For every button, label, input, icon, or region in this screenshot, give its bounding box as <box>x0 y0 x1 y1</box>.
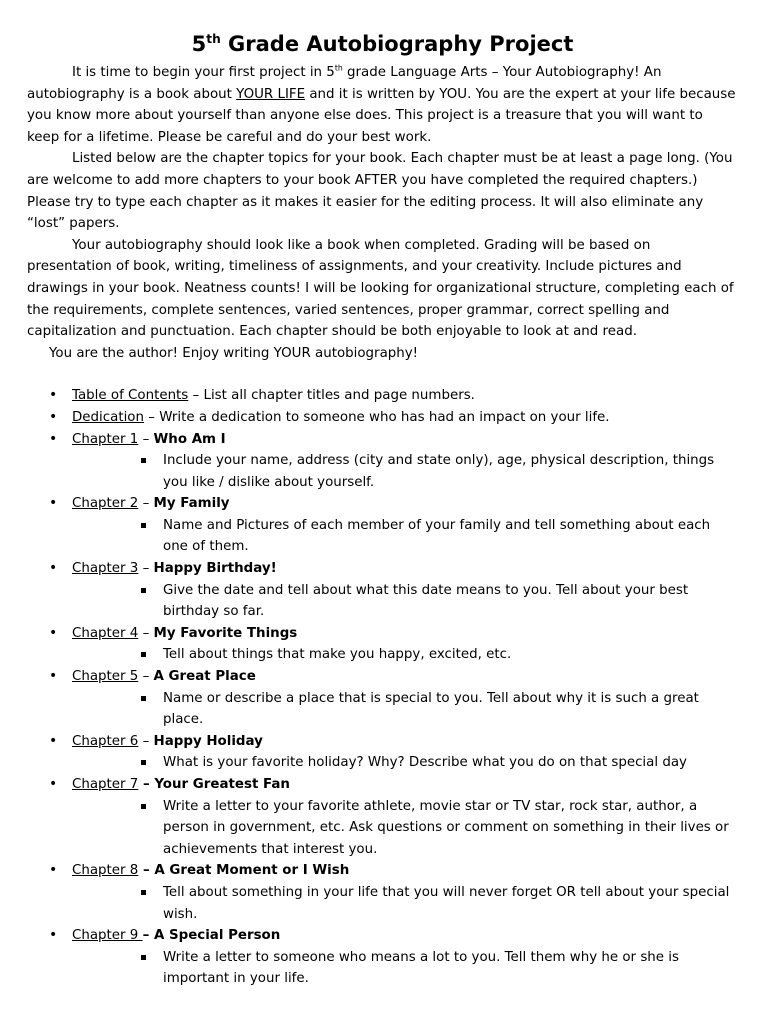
item-separator: – <box>138 777 155 792</box>
list-item <box>49 925 738 990</box>
item-label: Chapter 5 <box>72 669 139 685</box>
item-title: A Special Person <box>153 928 281 944</box>
sub-list <box>72 796 738 861</box>
item-label: Chapter 6 <box>72 733 139 749</box>
sub-list <box>72 752 738 774</box>
item-title: My Favorite Things <box>153 625 298 641</box>
list-item <box>49 666 738 731</box>
item-label: Table of Contents <box>72 388 189 404</box>
intro-p1-superscript: th <box>334 63 343 73</box>
item-title: A Great Place <box>153 669 256 685</box>
item-separator: – <box>188 388 204 404</box>
intro-paragraph-2: Listed below are the chapter topics for your book. Each chapter must be at least a page long. (You are welcome to add more chapters to your book AFTER you have completed the required chapters.) Please try to type each chapter as it makes it easier for the editing process. It will also eliminate any “lost” papers. <box>27 151 733 232</box>
item-label: Chapter 3 <box>72 561 139 577</box>
item-label: Chapter 7 <box>72 777 139 792</box>
list-item <box>49 385 738 407</box>
sub-list <box>72 515 738 558</box>
page-title <box>27 30 738 58</box>
item-title: Who Am I <box>153 431 226 447</box>
list-item <box>49 860 738 925</box>
intro-paragraph-1 <box>27 62 738 148</box>
item-title: A Great Moment or I Wish <box>154 863 350 879</box>
intro-p1-end: and it is written by YOU. You are the expert at your life because you know more about yourself than anyone else does. This project is a treasure that you will want to keep for a lifetime. Please be careful and do your best work. <box>27 86 736 145</box>
item-separator: – <box>138 625 154 641</box>
sub-list <box>72 688 738 731</box>
sub-list <box>72 644 738 666</box>
list-item <box>49 774 738 860</box>
list-item <box>49 493 738 558</box>
intro-closing: You are the author! Enjoy writing YOUR autobiography! <box>49 345 419 361</box>
sub-list <box>72 450 738 493</box>
sub-list-item: Tell about something in your life that you will never forget OR tell about your special wish. <box>139 882 738 925</box>
item-label: Chapter 4 <box>72 625 139 641</box>
sub-list-item: Give the date and tell about what this date means to you. Tell about your best birthday so far. <box>139 580 738 623</box>
item-text: List all chapter titles and page numbers. <box>203 388 475 404</box>
item-label: Chapter 1 <box>72 431 139 447</box>
item-label: Chapter 8 <box>72 863 139 879</box>
item-title: Happy Birthday! <box>153 561 277 577</box>
item-separator: – <box>138 496 154 512</box>
intro-p1-underlined: YOUR LIFE <box>236 86 306 102</box>
sub-list-item: Name or describe a place that is special to you. Tell about why it is such a great place. <box>139 688 738 731</box>
list-item <box>49 407 738 429</box>
sub-list <box>72 882 738 925</box>
title-superscript: th <box>206 32 221 46</box>
sub-list-item: Write a letter to your favorite athlete, movie star or TV star, rock star, author, a person in government, etc. Ask questions or comment on something in their lives or achievements that interest you. <box>139 796 738 861</box>
item-title: Your Greatest Fan <box>154 777 290 792</box>
list-item <box>49 429 738 494</box>
item-separator: – <box>144 409 160 425</box>
item-title: My Family <box>153 496 230 512</box>
sub-list <box>72 580 738 623</box>
item-separator: – <box>138 669 154 685</box>
list-item <box>49 731 738 774</box>
item-label: Dedication <box>72 409 144 425</box>
title-number: 5 <box>191 32 207 56</box>
item-label: Chapter 9 <box>72 928 143 944</box>
intro-p1-middle: grade Language Arts – Your Autobiography! An autobiography is a book about <box>27 65 662 102</box>
list-item <box>49 623 738 666</box>
item-text: Write a dedication to someone who has had an impact on your life. <box>159 409 610 425</box>
sub-list <box>72 947 738 990</box>
sub-list-item: Write a letter to someone who means a lot to you. Tell them why he or she is important in your life. <box>139 947 738 990</box>
sub-list-item: Tell about things that make you happy, excited, etc. <box>139 644 738 666</box>
sub-list-item: Name and Pictures of each member of your family and tell something about each one of them. <box>139 515 738 558</box>
item-separator: – <box>138 431 154 447</box>
intro-paragraph-3: Your autobiography should look like a book when completed. Grading will be based on presentation of book, writing, timeliness of assignments, and your creativity. Include pictures and drawings in your book. Neatness counts! I will be looking for organizational structure, completing each of the requirements, complete sentences, varied sentences, proper grammar, correct spelling and capitalization and punctuation. Each chapter should be both enjoyable to look at and read. <box>27 237 734 340</box>
item-label: Chapter 2 <box>72 496 139 512</box>
item-separator: – <box>138 733 154 749</box>
item-separator: – <box>138 561 154 577</box>
item-title: Happy Holiday <box>153 733 263 749</box>
title-text: Grade Autobiography Project <box>220 32 574 56</box>
item-separator: – <box>142 928 154 944</box>
list-item <box>49 558 738 623</box>
sub-list-item: What is your favorite holiday? Why? Describe what you do on that special day <box>139 752 738 774</box>
item-separator: – <box>138 863 155 879</box>
chapter-list <box>27 385 738 990</box>
intro-p1-start: It is time to begin your first project in 5 <box>72 65 335 80</box>
sub-list-item: Include your name, address (city and state only), age, physical description, things you like / dislike about yourself. <box>139 450 738 493</box>
